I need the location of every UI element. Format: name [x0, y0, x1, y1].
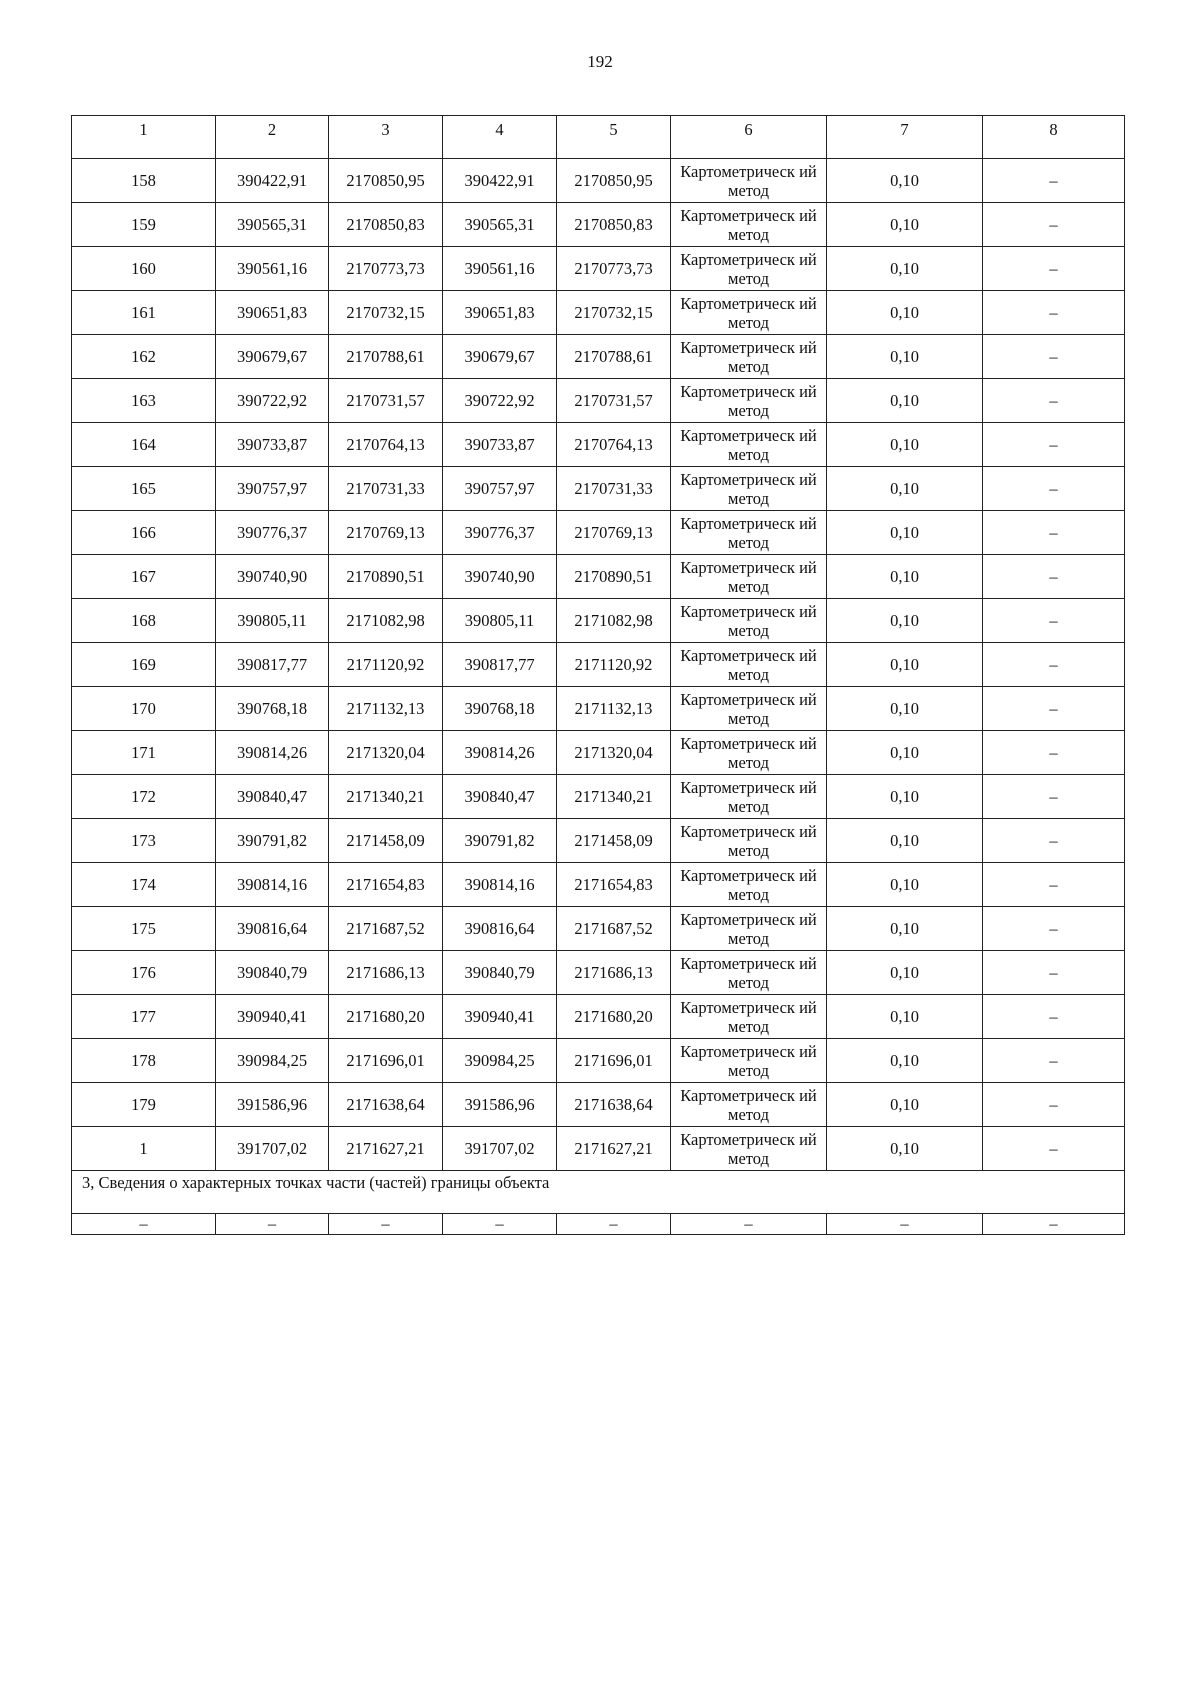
method-cell: Картометрическ ий метод: [671, 247, 827, 291]
table-cell: 390776,37: [443, 511, 557, 555]
column-header: 5: [557, 116, 671, 159]
table-cell: –: [983, 863, 1125, 907]
table-cell: 0,10: [827, 555, 983, 599]
table-cell: 390740,90: [443, 555, 557, 599]
table-cell: 2171654,83: [557, 863, 671, 907]
method-cell: Картометрическ ий метод: [671, 819, 827, 863]
table-cell: 0,10: [827, 599, 983, 643]
table-cell: 169: [72, 643, 216, 687]
table-cell: 0,10: [827, 467, 983, 511]
table-row: [72, 467, 1125, 511]
table-cell: 390805,11: [216, 599, 329, 643]
table-cell: 2171687,52: [557, 907, 671, 951]
table-cell: 0,10: [827, 1127, 983, 1171]
table-cell: 174: [72, 863, 216, 907]
table-cell: 2171132,13: [329, 687, 443, 731]
table-cell: 1: [72, 1127, 216, 1171]
column-header: 6: [671, 116, 827, 159]
column-header: 7: [827, 116, 983, 159]
table-cell: 2170773,73: [329, 247, 443, 291]
table-cell: 2170788,61: [329, 335, 443, 379]
method-cell: Картометрическ ий метод: [671, 599, 827, 643]
table-cell: 390733,87: [216, 423, 329, 467]
table-cell: 2171686,13: [329, 951, 443, 995]
table-cell: 390679,67: [443, 335, 557, 379]
table-cell: 2170769,13: [329, 511, 443, 555]
table-cell: 390422,91: [443, 159, 557, 203]
table-row: [72, 335, 1125, 379]
table-cell: 172: [72, 775, 216, 819]
method-cell: Картометрическ ий метод: [671, 555, 827, 599]
table-cell: 390816,64: [443, 907, 557, 951]
table-cell: –: [329, 1214, 443, 1235]
table-cell: 2171687,52: [329, 907, 443, 951]
table-cell: –: [983, 423, 1125, 467]
table-cell: 2171458,09: [557, 819, 671, 863]
table-cell: 171: [72, 731, 216, 775]
column-header: 1: [72, 116, 216, 159]
table-row: [72, 1083, 1125, 1127]
table-cell: 2171082,98: [557, 599, 671, 643]
table-cell: 2170732,15: [329, 291, 443, 335]
table-cell: 167: [72, 555, 216, 599]
table-cell: 2170773,73: [557, 247, 671, 291]
table-cell: –: [983, 511, 1125, 555]
table-cell: 0,10: [827, 907, 983, 951]
table-row: [72, 995, 1125, 1039]
table-cell: 0,10: [827, 819, 983, 863]
table-cell: 390817,77: [443, 643, 557, 687]
table-cell: –: [983, 819, 1125, 863]
method-cell: Картометрическ ий метод: [671, 1083, 827, 1127]
table-cell: 390565,31: [443, 203, 557, 247]
table-cell: 391586,96: [216, 1083, 329, 1127]
table-cell: 0,10: [827, 511, 983, 555]
table-cell: 2170769,13: [557, 511, 671, 555]
table-cell: 2171320,04: [329, 731, 443, 775]
table-cell: 2170764,13: [557, 423, 671, 467]
table-cell: 179: [72, 1083, 216, 1127]
table-cell: 163: [72, 379, 216, 423]
table-cell: 173: [72, 819, 216, 863]
table-cell: 390814,16: [443, 863, 557, 907]
method-cell: Картометрическ ий метод: [671, 1039, 827, 1083]
table-cell: 159: [72, 203, 216, 247]
table-cell: 2170890,51: [329, 555, 443, 599]
column-header: 2: [216, 116, 329, 159]
table-cell: 390565,31: [216, 203, 329, 247]
method-cell: Картометрическ ий метод: [671, 291, 827, 335]
table-cell: 0,10: [827, 731, 983, 775]
table-cell: 390814,16: [216, 863, 329, 907]
table-cell: 165: [72, 467, 216, 511]
table-cell: 2171627,21: [329, 1127, 443, 1171]
table-header-row: [72, 116, 1125, 159]
table-cell: –: [983, 995, 1125, 1039]
table-cell: 2170731,33: [557, 467, 671, 511]
table-cell: 390814,26: [443, 731, 557, 775]
table-cell: 0,10: [827, 291, 983, 335]
table-row: [72, 203, 1125, 247]
table-cell: 391707,02: [443, 1127, 557, 1171]
table-cell: 391707,02: [216, 1127, 329, 1171]
table-cell: 390984,25: [443, 1039, 557, 1083]
method-cell: Картометрическ ий метод: [671, 1127, 827, 1171]
table-row: [72, 819, 1125, 863]
table-cell: 160: [72, 247, 216, 291]
table-cell: 391586,96: [443, 1083, 557, 1127]
table-cell: 390757,97: [443, 467, 557, 511]
table-cell: 390561,16: [216, 247, 329, 291]
method-cell: Картометрическ ий метод: [671, 687, 827, 731]
table-cell: –: [557, 1214, 671, 1235]
table-cell: 2170850,83: [557, 203, 671, 247]
table-cell: 390840,79: [216, 951, 329, 995]
table-cell: –: [72, 1214, 216, 1235]
table-cell: –: [983, 687, 1125, 731]
table-cell: 390814,26: [216, 731, 329, 775]
table-row: [72, 863, 1125, 907]
method-cell: Картометрическ ий метод: [671, 863, 827, 907]
table-cell: –: [983, 775, 1125, 819]
table-cell: 390984,25: [216, 1039, 329, 1083]
table-cell: 2171680,20: [329, 995, 443, 1039]
table-cell: 390740,90: [216, 555, 329, 599]
method-cell: Картометрическ ий метод: [671, 643, 827, 687]
table-cell: 390816,64: [216, 907, 329, 951]
empty-row: [72, 1214, 1125, 1235]
table-cell: 390840,47: [216, 775, 329, 819]
table-cell: –: [983, 731, 1125, 775]
section-title: 3, Сведения о характерных точках части (частей) границы объекта: [72, 1171, 1125, 1214]
table-cell: 2171340,21: [557, 775, 671, 819]
table-cell: 0,10: [827, 995, 983, 1039]
table-cell: 175: [72, 907, 216, 951]
table-cell: –: [983, 1083, 1125, 1127]
table-cell: –: [216, 1214, 329, 1235]
table-cell: –: [827, 1214, 983, 1235]
table-cell: 2171638,64: [557, 1083, 671, 1127]
column-header: 4: [443, 116, 557, 159]
section-row: [72, 1171, 1125, 1214]
table-cell: 0,10: [827, 1083, 983, 1127]
table-cell: –: [983, 291, 1125, 335]
table-cell: 166: [72, 511, 216, 555]
table-cell: 390817,77: [216, 643, 329, 687]
table-cell: 2171638,64: [329, 1083, 443, 1127]
table-row: [72, 159, 1125, 203]
table-cell: 2171320,04: [557, 731, 671, 775]
method-cell: Картометрическ ий метод: [671, 423, 827, 467]
table-cell: 0,10: [827, 643, 983, 687]
table-row: [72, 599, 1125, 643]
table-row: [72, 511, 1125, 555]
method-cell: Картометрическ ий метод: [671, 379, 827, 423]
table-cell: –: [983, 643, 1125, 687]
table-cell: 2171686,13: [557, 951, 671, 995]
table-cell: 390757,97: [216, 467, 329, 511]
table-cell: –: [983, 467, 1125, 511]
method-cell: Картометрическ ий метод: [671, 159, 827, 203]
table-cell: 2170731,33: [329, 467, 443, 511]
table-row: [72, 555, 1125, 599]
table-cell: 2170731,57: [557, 379, 671, 423]
table-cell: 2171696,01: [329, 1039, 443, 1083]
table-row: [72, 687, 1125, 731]
table-cell: –: [983, 203, 1125, 247]
table-row: [72, 907, 1125, 951]
table-cell: 390422,91: [216, 159, 329, 203]
table-cell: 390679,67: [216, 335, 329, 379]
table-row: [72, 1039, 1125, 1083]
table-cell: 162: [72, 335, 216, 379]
table-cell: 2170764,13: [329, 423, 443, 467]
table-row: [72, 731, 1125, 775]
table-cell: 390840,79: [443, 951, 557, 995]
method-cell: Картометрическ ий метод: [671, 335, 827, 379]
table-cell: 390791,82: [443, 819, 557, 863]
table-cell: 390840,47: [443, 775, 557, 819]
table-cell: 161: [72, 291, 216, 335]
column-header: 3: [329, 116, 443, 159]
table-cell: –: [983, 247, 1125, 291]
table-cell: –: [983, 555, 1125, 599]
table-cell: –: [671, 1214, 827, 1235]
table-cell: 0,10: [827, 203, 983, 247]
table-cell: 2171082,98: [329, 599, 443, 643]
method-cell: Картометрическ ий метод: [671, 775, 827, 819]
table-cell: –: [983, 1127, 1125, 1171]
method-cell: Картометрическ ий метод: [671, 511, 827, 555]
table-cell: 390791,82: [216, 819, 329, 863]
table-cell: 2171120,92: [329, 643, 443, 687]
method-cell: Картометрическ ий метод: [671, 907, 827, 951]
table-row: [72, 643, 1125, 687]
table-cell: 0,10: [827, 863, 983, 907]
table-cell: 0,10: [827, 1039, 983, 1083]
table-cell: 2170732,15: [557, 291, 671, 335]
table-cell: 0,10: [827, 379, 983, 423]
table-cell: 178: [72, 1039, 216, 1083]
table-cell: 176: [72, 951, 216, 995]
page-number: 192: [587, 52, 613, 71]
table-cell: –: [983, 379, 1125, 423]
method-cell: Картометрическ ий метод: [671, 951, 827, 995]
table-row: [72, 423, 1125, 467]
method-cell: Картометрическ ий метод: [671, 203, 827, 247]
table-row: [72, 775, 1125, 819]
table-cell: 390768,18: [216, 687, 329, 731]
table-cell: 390561,16: [443, 247, 557, 291]
table-cell: 0,10: [827, 247, 983, 291]
table-cell: 2171654,83: [329, 863, 443, 907]
table-cell: 0,10: [827, 335, 983, 379]
table-row: [72, 1127, 1125, 1171]
table-row: [72, 247, 1125, 291]
table-cell: 2170731,57: [329, 379, 443, 423]
table-cell: 390940,41: [443, 995, 557, 1039]
table-cell: –: [983, 335, 1125, 379]
table-row: [72, 291, 1125, 335]
table-cell: –: [983, 1039, 1125, 1083]
table-cell: 390733,87: [443, 423, 557, 467]
table-cell: 390651,83: [216, 291, 329, 335]
table-cell: 0,10: [827, 951, 983, 995]
coordinates-table: [71, 115, 1125, 1235]
table-cell: 0,10: [827, 687, 983, 731]
method-cell: Картометрическ ий метод: [671, 731, 827, 775]
table-cell: –: [983, 951, 1125, 995]
table-row: [72, 951, 1125, 995]
table-cell: 2170850,95: [329, 159, 443, 203]
table-cell: 170: [72, 687, 216, 731]
table-cell: –: [983, 599, 1125, 643]
table-cell: 2171696,01: [557, 1039, 671, 1083]
table-cell: –: [983, 159, 1125, 203]
table-cell: 2170788,61: [557, 335, 671, 379]
table-cell: –: [983, 907, 1125, 951]
table-cell: 2170890,51: [557, 555, 671, 599]
table-cell: 2170850,83: [329, 203, 443, 247]
table-cell: 390722,92: [216, 379, 329, 423]
table-cell: 2171458,09: [329, 819, 443, 863]
table-cell: 2171132,13: [557, 687, 671, 731]
table-cell: 177: [72, 995, 216, 1039]
table-cell: 390722,92: [443, 379, 557, 423]
table-cell: 0,10: [827, 423, 983, 467]
column-header: 8: [983, 116, 1125, 159]
table-cell: 2171120,92: [557, 643, 671, 687]
table-row: [72, 379, 1125, 423]
table-cell: 168: [72, 599, 216, 643]
table-cell: 390940,41: [216, 995, 329, 1039]
table-cell: 158: [72, 159, 216, 203]
table-cell: 390651,83: [443, 291, 557, 335]
table-cell: 2170850,95: [557, 159, 671, 203]
table-cell: 0,10: [827, 159, 983, 203]
table-cell: 2171340,21: [329, 775, 443, 819]
method-cell: Картометрическ ий метод: [671, 467, 827, 511]
table-cell: 164: [72, 423, 216, 467]
table-cell: 390805,11: [443, 599, 557, 643]
method-cell: Картометрическ ий метод: [671, 995, 827, 1039]
table-cell: 2171680,20: [557, 995, 671, 1039]
table-cell: 390776,37: [216, 511, 329, 555]
table-cell: –: [443, 1214, 557, 1235]
table-cell: 0,10: [827, 775, 983, 819]
table-cell: 2171627,21: [557, 1127, 671, 1171]
table-cell: –: [983, 1214, 1125, 1235]
table-cell: 390768,18: [443, 687, 557, 731]
